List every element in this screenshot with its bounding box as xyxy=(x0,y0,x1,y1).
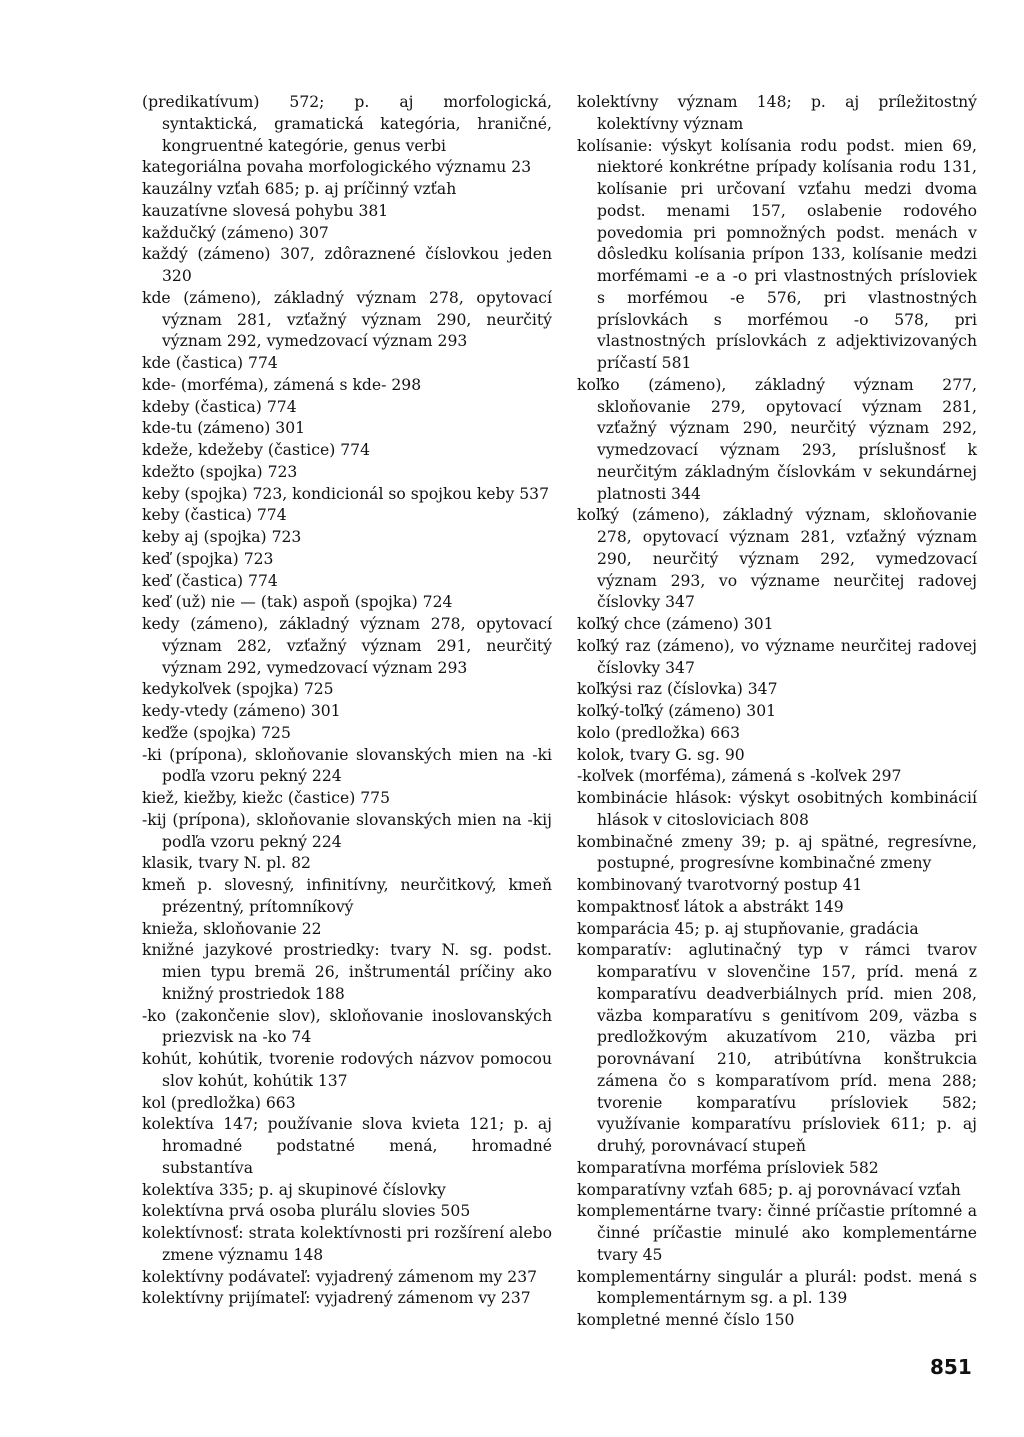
index-entry: keďže (spojka) 725 xyxy=(142,723,291,742)
index-entry: kiež, kiežby, kiežc (častice) 775 xyxy=(142,789,391,807)
right-column xyxy=(577,92,977,1332)
index-entry: kolok, tvary G. sg. 90 xyxy=(577,745,745,764)
index-entry: koľký-toľký (zámeno) 301 xyxy=(577,702,777,720)
index-entry: každý (zámeno) 307, zdôraznené číslovkou jeden 320 xyxy=(142,245,552,285)
index-entry: kolektíva 335; p. aj skupinové číslovky xyxy=(142,1180,446,1199)
index-entry: kde-tu (zámeno) 301 xyxy=(142,419,306,438)
index-entry: kdeže, kdežeby (častice) 774 xyxy=(142,441,371,459)
index-entry: kedy-vtedy (zámeno) 301 xyxy=(142,702,341,720)
index-entry: kolektívna prvá osoba plurálu slovies 505 xyxy=(142,1202,471,1221)
index-entry: kedykoľvek (spojka) 725 xyxy=(142,680,334,699)
index-entry: knižné jazykové prostriedky: tvary N. sg. podst. mien typu bremä 26, inštrumentál príčiny ako knižný prostriedok 188 xyxy=(142,941,552,1003)
index-entry: -kij (prípona), skloňovanie slovanských mien na -kij podľa vzoru pekný 224 xyxy=(142,810,552,851)
index-entry: kategoriálna povaha morfologického významu 23 xyxy=(142,158,532,177)
index-entry: kompaktnosť látok a abstrákt 149 xyxy=(577,897,844,916)
index-entry: kedy (zámeno), základný význam 278, opytovací význam 282, vzťažný význam 291, neurčitý význam 292, vymedzovací význam 293 xyxy=(142,615,552,677)
left-column xyxy=(142,92,552,1310)
index-entry: kauzatívne slovesá pohybu 381 xyxy=(142,201,389,220)
index-entry: komparatívny vzťah 685; p. aj porovnávací vzťah xyxy=(577,1180,961,1199)
index-entry: kombinácie hlások: výskyt osobitných kombinácií hlások v citosloviciach 808 xyxy=(577,789,977,829)
index-entry: komparatívna morféma prísloviek 582 xyxy=(577,1158,879,1177)
index-entry: kolo (predložka) 663 xyxy=(577,723,741,742)
page-number: 851 xyxy=(930,1355,972,1379)
index-entry: keď (už) nie — (tak) aspoň (spojka) 724 xyxy=(142,593,453,612)
index-entry: kde (častica) 774 xyxy=(142,354,278,372)
index-entry: kolísanie: výskyt kolísania rodu podst. mien 69, niektoré konkrétne prípady kolísania rodu 131, kolísanie pri určovaní vzťahu medzi dvoma podst. menami 157, oslabenie rodového povedomia pri pomnožných podst. menách v dôsledku kolísania prípon 133, kolísanie medzi morfémami -e a -o pri vlastnostných prísloviek s morfémou -e 576, pri vlastnostných príslovkách s morfémou -o 578, pri vlastnostných príslovkách z adjektivizovaných príčastí 581 xyxy=(577,136,977,372)
index-entry: klasik, tvary N. pl. 82 xyxy=(142,854,311,873)
index-entry: kmeň p. slovesný, infinitívny, neurčitkový, kmeň prézentný, prítomníkový xyxy=(142,876,552,916)
index-entry: koľko (zámeno), základný význam 277, skloňovanie 279, opytovací význam 281, vzťažný význam 290, neurčitý význam 292, vymedzovací význam 293, príslušnosť k neurčitým základným číslovkám v sekundárnej platnosti 344 xyxy=(577,375,977,503)
index-entry: kombinačné zmeny 39; p. aj spätné, regresívne, postupné, progresívne kombinačné zmeny xyxy=(577,832,977,873)
index-entry: koľký raz (zámeno), vo význame neurčitej radovej číslovky 347 xyxy=(577,636,977,677)
index-entry: kolektívny podávateľ: vyjadrený zámenom my 237 xyxy=(142,1267,538,1286)
index-entry: kohút, kohútik, tvorenie rodových názvov pomocou slov kohút, kohútik 137 xyxy=(142,1050,552,1090)
index-entry: kol (predložka) 663 xyxy=(142,1093,296,1112)
index-entry: kdeby (častica) 774 xyxy=(142,397,297,416)
index-entry: komparácia 45; p. aj stupňovanie, gradácia xyxy=(577,919,919,938)
index-entry: kdežto (spojka) 723 xyxy=(142,462,298,481)
index-entry: koľkýsi raz (číslovka) 347 xyxy=(577,680,778,699)
index-entry: komplementárne tvary: činné príčastie prítomné a činné príčastie minulé ako komplementárne tvary 45 xyxy=(577,1202,977,1264)
index-entry: -koľvek (morféma), zámená s -koľvek 297 xyxy=(577,767,902,786)
index-entry: knieža, skloňovanie 22 xyxy=(142,919,322,938)
index-entry: kolektívny prijímateľ: vyjadrený zámenom vy 237 xyxy=(142,1289,531,1308)
index-entry: keď (častica) 774 xyxy=(142,571,278,590)
index-entry: kolektívnosť: strata kolektívnosti pri rozšírení alebo zmene významu 148 xyxy=(142,1224,552,1264)
index-entry: keby (častica) 774 xyxy=(142,506,287,525)
index-entry: (predikatívum) 572; p. aj morfologická, syntaktická, gramatická kategória, hraničné, kongruentné kategórie, genus verbi xyxy=(142,93,552,155)
index-entry: kde- (morféma), zámená s kde- 298 xyxy=(142,375,422,394)
index-entry: -ko (zakončenie slov), skloňovanie inoslovanských priezvisk na -ko 74 xyxy=(142,1006,552,1047)
index-entry: -ki (prípona), skloňovanie slovanských mien na -ki podľa vzoru pekný 224 xyxy=(142,745,552,786)
index-entry: komplementárny singulár a plurál: podst. mená s komplementárnym sg. a pl. 139 xyxy=(577,1267,977,1308)
index-entry: keby (spojka) 723, kondicionál so spojkou keby 537 xyxy=(142,484,550,503)
index-entry: kde (zámeno), základný význam 278, opytovací význam 281, vzťažný význam 290, neurčitý význam 292, vymedzovací význam 293 xyxy=(142,288,552,351)
index-entry: kauzálny vzťah 685; p. aj príčinný vzťah xyxy=(142,180,457,198)
index-entry: koľký (zámeno), základný význam, skloňovanie 278, opytovací význam 281, vzťažný význam 290, neurčitý význam 292, vymedzovací význam 293, vo význame neurčitej radovej číslovky 347 xyxy=(577,506,977,612)
index-entry: keby aj (spojka) 723 xyxy=(142,528,302,546)
index-entry: každučký (zámeno) 307 xyxy=(142,223,329,242)
index-entry: kombinovaný tvarotvorný postup 41 xyxy=(577,876,863,894)
index-entry: koľký chce (zámeno) 301 xyxy=(577,615,774,633)
index-entry: kolektívny význam 148; p. aj príležitostný kolektívny význam xyxy=(577,93,977,133)
index-entry: kolektíva 147; používanie slova kvieta 121; p. aj hromadné podstatné mená, hromadné substantíva xyxy=(142,1115,552,1177)
index-entry: kompletné menné číslo 150 xyxy=(577,1311,795,1329)
index-entry: komparatív: aglutinačný typ v rámci tvarov komparatívu v slovenčine 157, príd. mená z komparatívu deadverbiálnych príd. mien 208, väzba komparatívu s genitívom 209, väzba s predložkovým akuzatívom 210, väzba pri porovnávaní 210, atribútívna konštrukcia zámena čo s komparatívom príd. mena 288; tvorenie komparatívu prísloviek 582; využívanie komparatívu prísloviek 611; p. aj druhý, porovnávací stupeň xyxy=(577,941,977,1155)
index-entry: keď (spojka) 723 xyxy=(142,549,274,568)
